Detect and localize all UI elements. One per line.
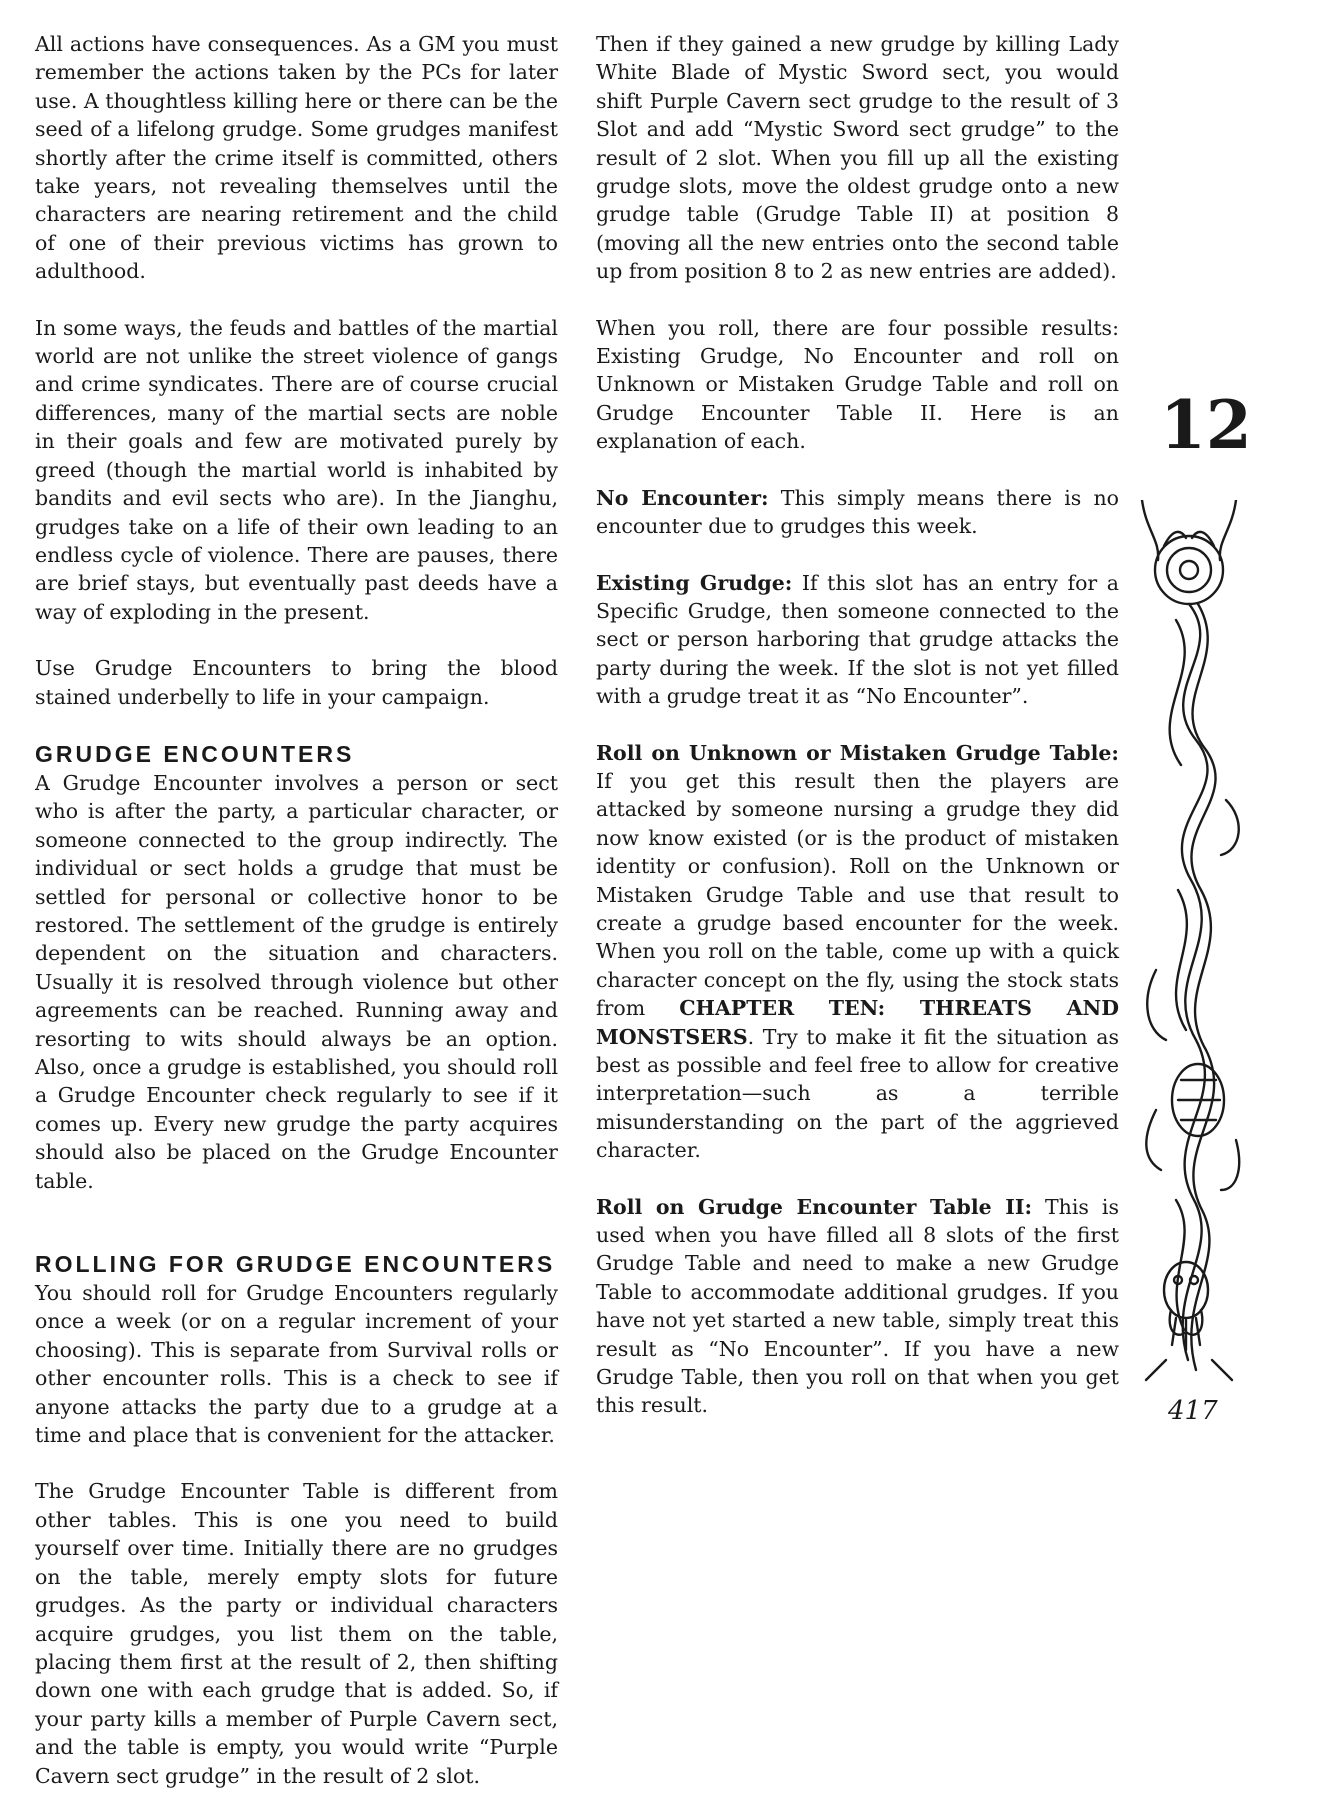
dragon-illustration (1136, 500, 1246, 1400)
left-column (35, 30, 558, 1818)
right-column (596, 30, 1119, 1448)
unknown-grudge-entry (596, 739, 1119, 1165)
existing-grudge-text: If this slot has an entry for a Specific Grudge, then someone connected to the sect or person harboring that grudge attacks the party during the week. If the slot is not yet filled with a grudge treat it as “No Encounter”. (596, 570, 1119, 709)
intro-paragraph: All actions have consequences. As a GM you must remember the actions taken by the PCs for later use. A thoughtless killing here or there can be the seed of a lifelong grudge. Some grudges manifest shortly after the crime itself is committed, others take years, not revealing themselves until the characters are nearing retirement and the child of one of their previous victims has grown to adulthood. (35, 32, 558, 284)
unknown-grudge-text: If you get this result then the players are attacked by someone nursing a grudge they did now know existed (or is the product of mistaken identity or confusion). Roll on the Unknown or Mistaken Grudge Table and use that result to create a grudge based encounter for the week. When you roll on the table, come up with a quick character concept on the fly, using the stock stats from (596, 768, 1119, 1021)
martial-world-paragraph: In some ways, the feuds and battles of the martial world are not unlike the street violence of gangs and crime syndicates. There are of course crucial differences, many of the martial sects are noble in their goals and few are motivated purely by greed (though the martial world is inhabited by bandits and evil sects who are). In the Jianghu, grudges take on a life of their own leading to an endless cycle of violence. There are pauses, there are brief stays, but eventually past deeds have a way of exploding in the present. (35, 315, 558, 624)
chapter-number: 12 (1160, 386, 1252, 464)
no-encounter-entry (596, 484, 1119, 541)
rolling-heading: ROLLING FOR GRUDGE ENCOUNTERS (35, 1251, 556, 1278)
table-two-term: Roll on Grudge Encounter Table II: (596, 1194, 1033, 1219)
grudge-encounters-heading: GRUDGE ENCOUNTERS (35, 740, 355, 767)
no-encounter-text: This simply means there is no encounter due to grudges this week. (596, 485, 1119, 539)
rolling-paragraph: You should roll for Grudge Encounters regularly once a week (or on a regular increment of your choosing). This is separate from Survival rolls or other encounter rolls. This is a check to see if anyone attacks the party due to a grudge at a time and place that is convenient for the attacker. (35, 1281, 558, 1448)
campaign-tip-paragraph: Use Grudge Encounters to bring the blood stained underbelly to life in your campaign. (35, 656, 558, 709)
table-two-entry (596, 1193, 1119, 1420)
unknown-grudge-term: Roll on Unknown or Mistaken Grudge Table: (596, 740, 1119, 765)
chapter-reference: CHAPTER TEN: THREATS AND MONSTSERS (596, 996, 1120, 1049)
existing-grudge-term: Existing Grudge: (596, 570, 793, 595)
no-encounter-term: No Encounter: (596, 485, 769, 510)
shift-paragraph: Then if they gained a new grudge by killing Lady White Blade of Mystic Sword sect, you would shift Purple Cavern sect grudge to the result of 3 Slot and add “Mystic Sword sect grudge” to the result of 2 slot. When you fill up all the existing grudge slots, move the oldest grudge onto a new grudge table (Grudge Table II) at position 8 (moving all the new entries onto the second table up from position 8 to 2 as new entries are added). (596, 32, 1119, 284)
grudge-encounter-paragraph: A Grudge Encounter involves a person or sect who is after the party, a particular character, or someone connected to the group indirectly. The individual or sect holds a grudge that must be settled for personal or collective honor to be restored. The settlement of the grudge is entirely dependent on the situation and characters. Usually it is resolved through violence but other agreements can be reached. Running away and resorting to wits should always be an option. Also, once a grudge is established, you should roll a Grudge Encounter check regularly to see if it comes up. Every new grudge the party acquires should also be placed on the Grudge Encounter table. (35, 770, 558, 1193)
results-paragraph: When you roll, there are four possible results: Existing Grudge, No Encounter and roll on Unknown or Mistaken Grudge Table and roll on Grudge Encounter Table II. Here is an explanation of each. (596, 315, 1119, 454)
page-number: 417 (1168, 1396, 1218, 1426)
table-paragraph: The Grudge Encounter Table is different from other tables. This is one you need to build yourself over time. Initially there are no grudges on the table, merely empty slots for future grudges. As the party or individual characters acquire grudges, you list them on the table, placing them first at the result of 2, then shifting down one with each grudge that is added. So, if your party kills a member of Purple Cavern sect, and the table is empty, you would write “Purple Cavern sect grudge” in the result of 2 slot. (35, 1479, 558, 1788)
existing-grudge-entry (596, 569, 1119, 711)
unknown-grudge-text-end: . Try to make it fit the situation as best as possible and feel free to allow for creative interpretation—such as a terrible misunderstanding on the part of the aggrieved character. (596, 1024, 1119, 1163)
table-two-text: This is used when you have filled all 8 slots of the first Grudge Table and need to make a new Grudge Table to accommodate additional grudges. If you have not yet started a new table, simply treat this result as “No Encounter”. If you have a new Grudge Table, then you roll on that when you get this result. (596, 1194, 1119, 1418)
